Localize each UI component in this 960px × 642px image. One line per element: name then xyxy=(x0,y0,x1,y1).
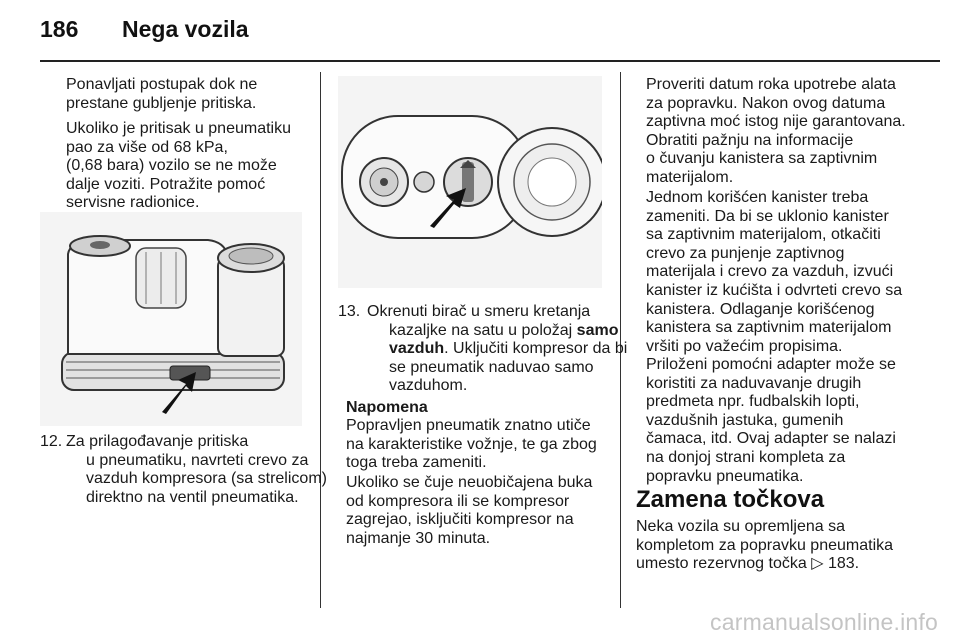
page-reference-icon: ▷ xyxy=(811,555,824,573)
watermark: carmanualsonline.info xyxy=(710,609,938,635)
page-reference-link[interactable]: 183. xyxy=(823,555,860,573)
col3-paragraph-4: Neka vozila su opremljena sa kompletom za popravku pneumatika umesto rezervnog točka ▷ 183. xyxy=(636,518,894,573)
note-paragraph-2: Ukoliko se čuje neuobičajena buka od kompresora ili se kompresor zagrejao, isključiti kompresor na najmanje 30 minuta. xyxy=(346,474,593,547)
compressor-figure xyxy=(40,212,302,426)
step-13-number: 13. xyxy=(338,303,361,320)
step-13-text: Okrenuti birač u smeru kretanja kazaljke na satu u položaj samo vazduh. Uključiti kompresor da bi se pneumatik naduvao samo vazduhom. xyxy=(367,303,628,395)
mode-air-only-label: samo xyxy=(576,321,619,339)
col3-paragraph-3: Priloženi pomoćni adapter može se koristiti za naduvavanje drugih predmeta npr. fudbalskih lopti, vazdušnih jastuka, gumenih čamaca, itd. Ovaj adapter se nalazi na donjoj strani kompleta za popravku pneumatika. xyxy=(646,356,896,485)
step-12-number: 12. xyxy=(40,433,63,450)
col3-paragraph-1: Proveriti datum roka upotrebe alata za popravku. Nakon ovog datuma zaptivna moć istog nije garantovana. Obratiti pažnju na informacije o čuvanju kanistera sa zaptivnim materijalom. xyxy=(646,76,906,186)
page-number: 186 xyxy=(40,16,79,42)
note-title: Napomena xyxy=(346,399,428,416)
section-heading-wheel-change: Zamena točkova xyxy=(636,486,825,513)
note-paragraph-1: Popravljen pneumatik znatno utiče na karakteristike vožnje, te ga zbog toga treba zameniti. xyxy=(346,417,597,472)
step-12-text: Za prilagođavanje pritiska u pneumatiku, navrteti crevo za vazduh kompresora (sa strelicom) direktno na ventil pneumatika. xyxy=(66,433,327,506)
column-divider-1 xyxy=(320,72,321,608)
section-title: Nega vozila xyxy=(122,16,249,42)
header-rule xyxy=(40,60,940,62)
selector-dial-figure xyxy=(338,76,602,288)
selector-dial-illustration xyxy=(338,76,602,288)
col3-paragraph-2: Jednom korišćen kanister treba zameniti. Da bi se uklonio kanister sa zaptivnim materijalom, otkačiti crevo za punjenje zaptivnog materijala i crevo za vazduh, izvući kanister iz kućišta i odvrteti crevo sa kanistera. Odlaganje korišćenog kanistera sa zaptivnim materijalom vršiti po važećim propisima. xyxy=(646,189,903,355)
compressor-illustration xyxy=(40,212,302,426)
col1-paragraph-2: Ukoliko je pritisak u pneumatiku pao za više od 68 kPa, (0,68 bara) vozilo se ne može dalje voziti. Potražite pomoć servisne radionice. xyxy=(66,120,291,212)
col1-paragraph-1: Ponavljati postupak dok ne prestane gubljenje pritiska. xyxy=(66,76,258,112)
mode-air-only-label-cont: vazduh xyxy=(389,340,445,358)
page-header xyxy=(40,16,249,43)
